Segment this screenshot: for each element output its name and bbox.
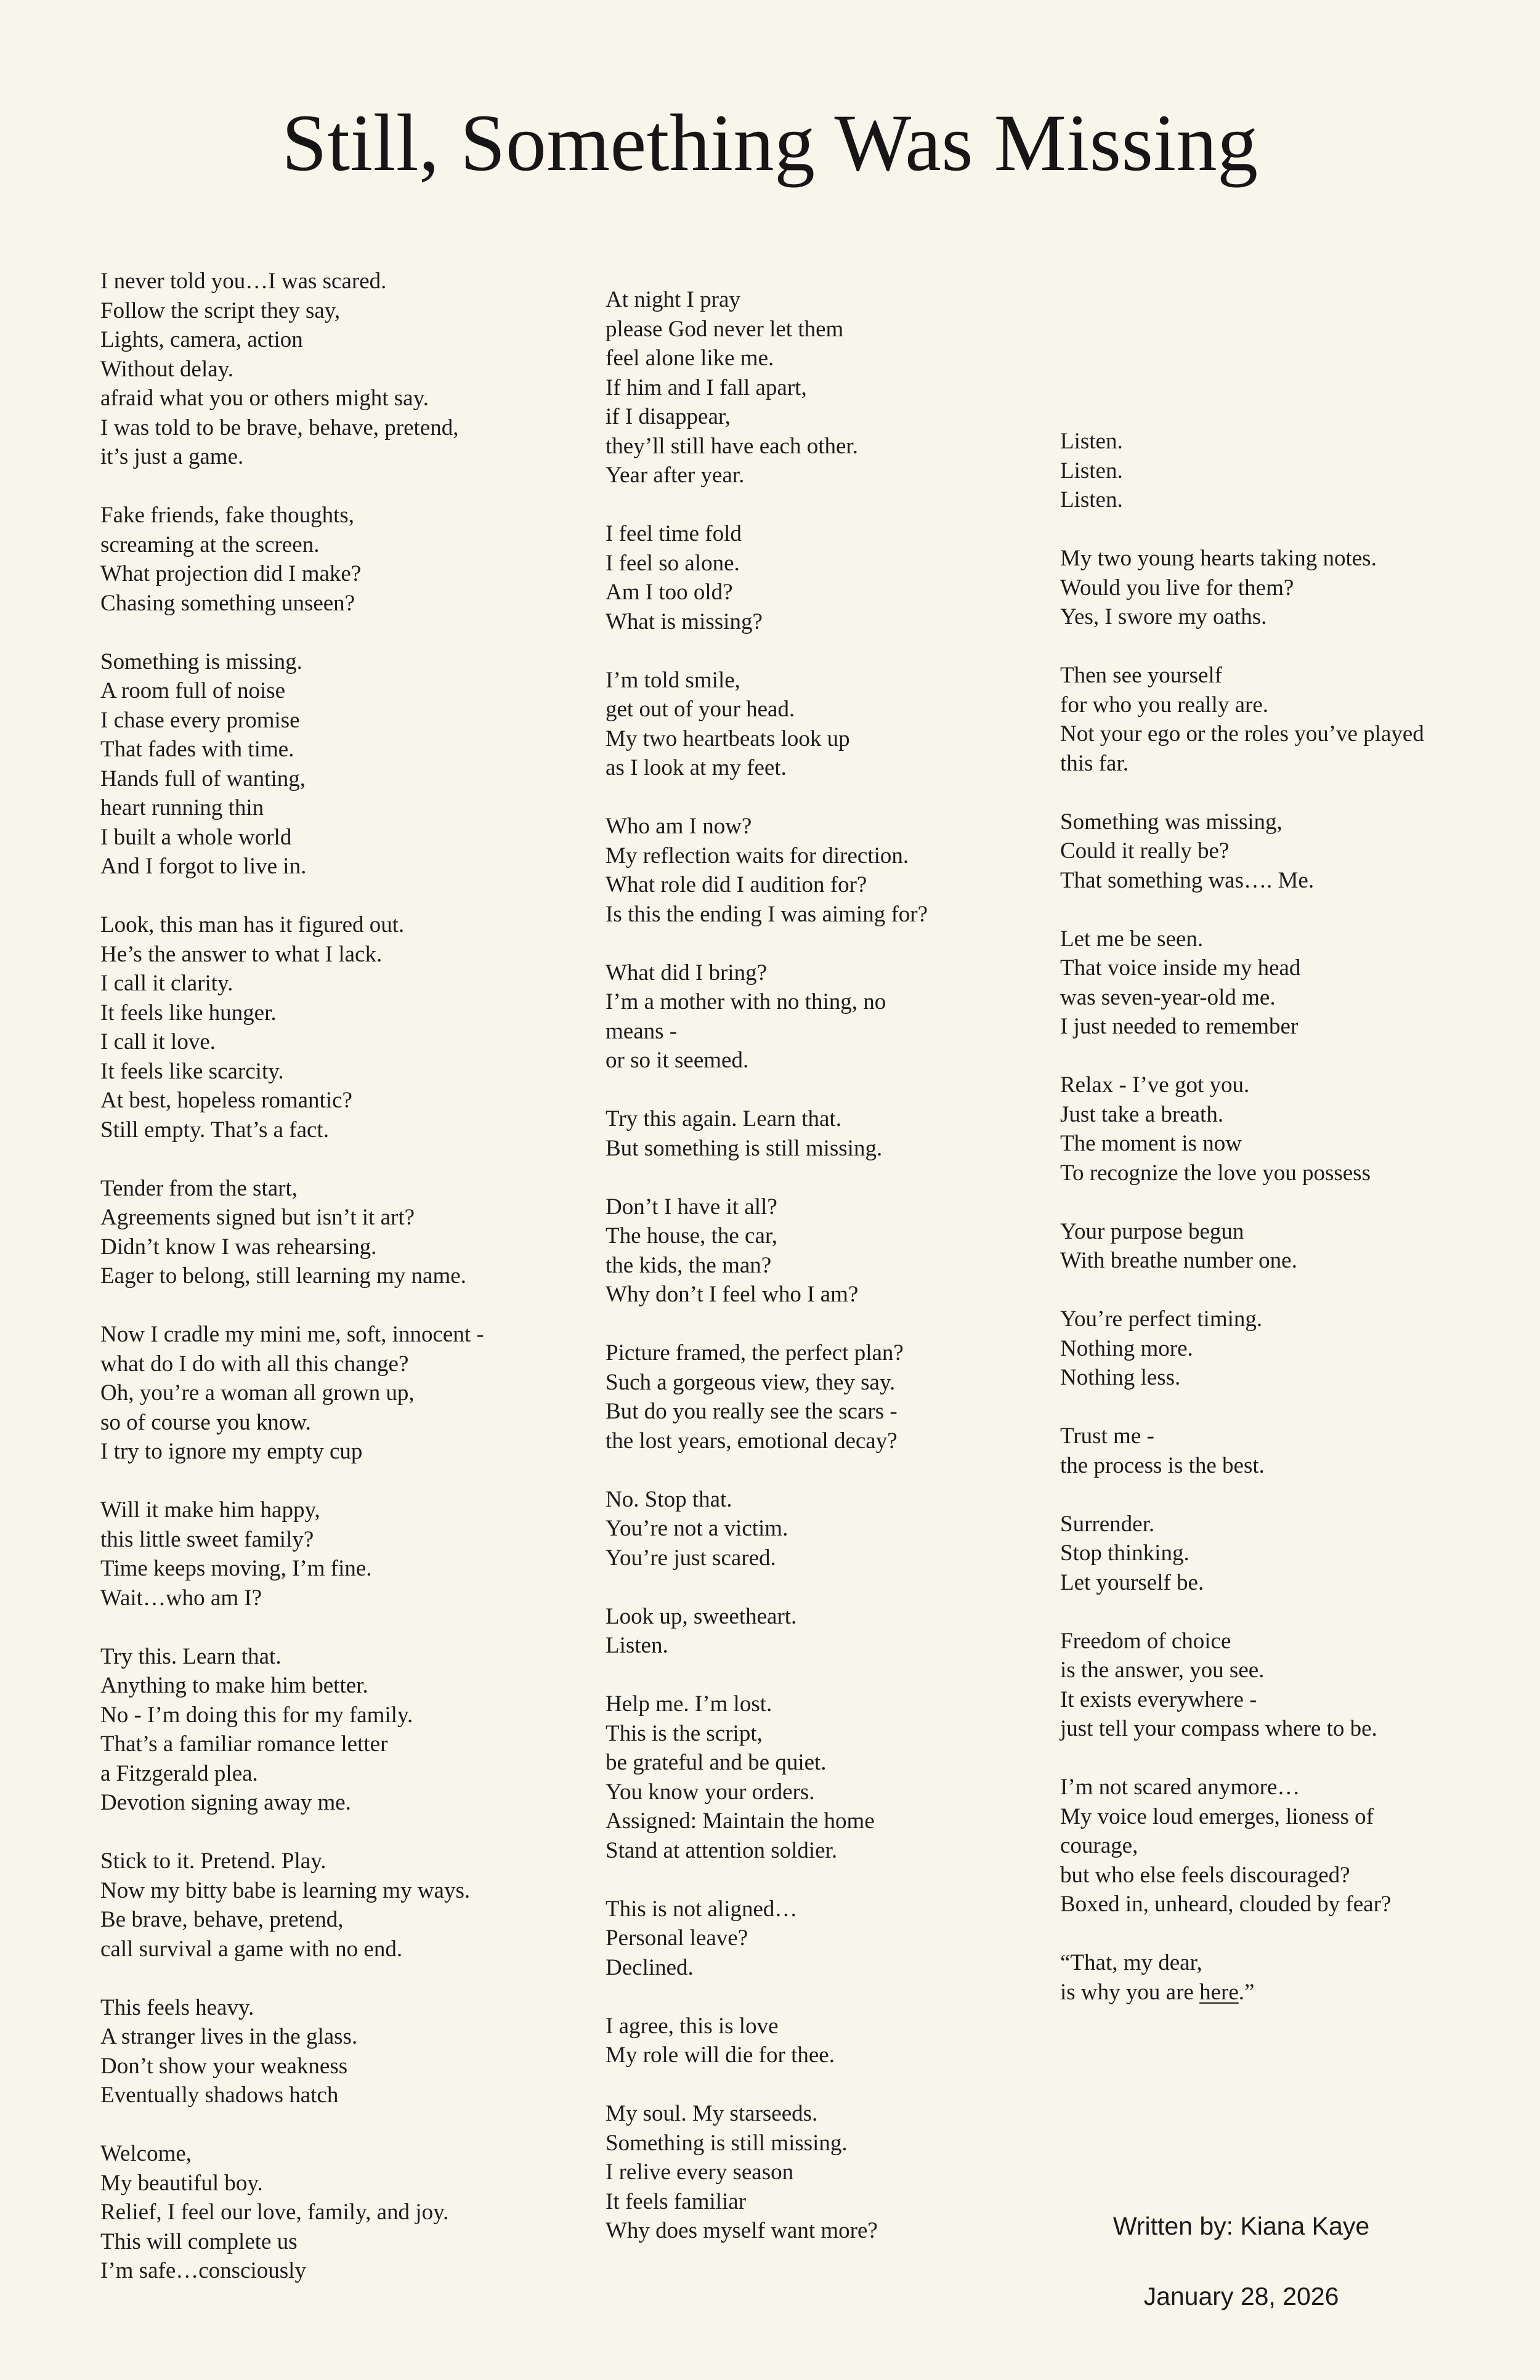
poem-line: get out of your head. (606, 697, 795, 722)
stanza (1060, 925, 1504, 1042)
poem-line: Surrender. (1060, 1511, 1155, 1537)
poem-line: it’s just a game. (100, 444, 244, 469)
closing-line-2-end: .” (1238, 1979, 1255, 2005)
poem-line: Time keeps moving, I’m fine. (100, 1556, 372, 1581)
stanza (1060, 661, 1504, 778)
stanza (606, 1690, 987, 1865)
poem-line: That voice inside my head (1060, 955, 1301, 981)
poem-line: What did I bring? (606, 960, 767, 986)
poem-line: I built a whole world (100, 824, 292, 850)
poem-line: Something is missing. (100, 649, 302, 674)
poem-line: Wait…who am I? (100, 1585, 262, 1611)
stanza (606, 1895, 987, 1983)
poem-line: That something was…. Me. (1060, 867, 1315, 893)
poem-line: they’ll still have each other. (606, 433, 858, 459)
stanza (100, 1320, 532, 1467)
poem-line: Eventually shadows hatch (100, 2082, 339, 2108)
poem-line: It feels familiar (606, 2188, 747, 2214)
poem-line: courage, (1060, 1833, 1138, 1858)
stanza (100, 267, 532, 472)
poem-line: Freedom of choice (1060, 1628, 1231, 1654)
poem-line: means - (606, 1018, 678, 1044)
poem-line: I’m told smile, (606, 667, 740, 693)
poem-line: Without delay. (100, 356, 234, 382)
poem-line: as I look at my feet. (606, 755, 787, 780)
poem-line: To recognize the love you possess (1060, 1160, 1371, 1186)
poem-line: What projection did I make? (100, 561, 362, 586)
stanza (100, 2139, 532, 2286)
poem-line: This will complete us (100, 2228, 298, 2254)
poem-line: was seven-year-old me. (1060, 984, 1276, 1010)
stanza (606, 666, 987, 783)
closing-line-1: “That, my dear, (1060, 1950, 1202, 1975)
stanza (1060, 1071, 1504, 1188)
poem-line: a Fitzgerald plea. (100, 1760, 258, 1786)
poem-line: I’m safe…consciously (100, 2258, 306, 2283)
poem-line: Oh, you’re a woman all grown up, (100, 1380, 415, 1406)
poem-line: My voice loud emerges, lioness of (1060, 1803, 1374, 1829)
poem-line: call survival a game with no end. (100, 1936, 403, 1962)
poem-line: if I disappear, (606, 404, 731, 429)
poem-line: This feels heavy. (100, 1994, 254, 2020)
poem-line: Nothing less. (1060, 1365, 1181, 1390)
poem-line: With breathe number one. (1060, 1248, 1297, 1273)
poem-line: this far. (1060, 750, 1129, 776)
poem-line: Anything to make him better. (100, 1673, 368, 1698)
poem-line: Chasing something unseen? (100, 590, 355, 616)
poem-line: afraid what you or others might say. (100, 386, 429, 411)
poem-line: Look up, sweetheart. (606, 1603, 797, 1629)
poem-line: for who you really are. (1060, 692, 1269, 718)
stanza (606, 958, 987, 1075)
poem-line: Who am I now? (606, 814, 752, 839)
poem-line: Help me. I’m lost. (606, 1691, 772, 1717)
stanza (100, 1642, 532, 1818)
stanza (1060, 1627, 1504, 1744)
poem-line: Then see yourself (1060, 663, 1223, 688)
poem-line: Don’t I have it all? (606, 1194, 777, 1220)
poem-line: My two heartbeats look up (606, 726, 850, 751)
poem-line: screaming at the screen. (100, 532, 320, 557)
poem-line: What is missing? (606, 609, 763, 634)
poem-line: Let yourself be. (1060, 1569, 1204, 1595)
poem-line: Now I cradle my mini me, soft, innocent - (100, 1322, 484, 1347)
stanza (606, 2012, 987, 2070)
poem-line: You’re not a victim. (606, 1516, 788, 1541)
poem-line: I never told you…I was scared. (100, 269, 387, 294)
poem-line: but who else feels discouraged? (1060, 1862, 1350, 1888)
stanza (1060, 1305, 1504, 1393)
stanza (606, 285, 987, 490)
poem-line: Tender from the start, (100, 1175, 298, 1201)
poem-line: I feel time fold (606, 521, 742, 546)
poem-line: Still empty. That’s a fact. (100, 1117, 329, 1143)
stanza (1060, 1422, 1504, 1480)
stanza (606, 2099, 987, 2246)
poem-line: Hands full of wanting, (100, 766, 306, 791)
poem-line: is the answer, you see. (1060, 1658, 1265, 1683)
poem-line: My two young hearts taking notes. (1060, 546, 1377, 571)
poem-line: Listen. (1060, 458, 1123, 484)
stanza (1060, 544, 1504, 632)
stanza (606, 1104, 987, 1163)
poem-line: My reflection waits for direction. (606, 843, 909, 868)
poem-line: Agreements signed but isn’t it art? (100, 1205, 415, 1230)
poem-line: Why don’t I feel who I am? (606, 1282, 859, 1307)
poem-line: Am I too old? (606, 580, 733, 605)
stanza (100, 501, 532, 618)
stanza (606, 1602, 987, 1661)
stanza (100, 1496, 532, 1613)
poem-line: Don’t show your weakness (100, 2053, 348, 2079)
stanza (606, 812, 987, 929)
poem-line: A stranger lives in the glass. (100, 2024, 358, 2049)
poem-line: Follow the script they say, (100, 298, 341, 323)
poem-line: Such a gorgeous view, they say. (606, 1369, 896, 1395)
stanza (100, 1847, 532, 1964)
poem-column-3 (1060, 427, 1504, 2036)
poem-line: My soul. My starseeds. (606, 2101, 818, 2126)
poem-title: Still, Something Was Missing (282, 97, 1258, 188)
stanza (100, 910, 532, 1144)
closing-line-2 (1060, 1978, 1504, 2007)
stanza (1060, 427, 1504, 515)
poem-line: The house, the car, (606, 1223, 777, 1249)
poem-line: Would you live for them? (1060, 575, 1294, 601)
poem-line: It feels like scarcity. (100, 1058, 284, 1084)
poem-line: Is this the ending I was aiming for? (606, 901, 928, 927)
poem-line: Look, this man has it figured out. (100, 912, 405, 937)
stanza (606, 1338, 987, 1455)
poem-line: Assigned: Maintain the home (606, 1808, 875, 1834)
poem-line: Listen. (1060, 429, 1123, 454)
poem-line: I agree, this is love (606, 2013, 779, 2039)
poem-line: Relax - I’ve got you. (1060, 1072, 1250, 1098)
poem-line: so of course you know. (100, 1409, 311, 1435)
poem-date: January 28, 2026 (1143, 2282, 1339, 2310)
poem-line: What role did I audition for? (606, 872, 867, 897)
closing-stanza (1060, 1948, 1504, 2007)
poem-line: Just take a breath. (1060, 1101, 1224, 1127)
poem-line: You know your orders. (606, 1779, 815, 1805)
author-signature: Written by: Kiana Kaye (1112, 2212, 1370, 2240)
poem-line: That’s a familiar romance letter (100, 1731, 388, 1757)
poem-line: You’re just scared. (606, 1545, 776, 1571)
poem-line: Could it really be? (1060, 838, 1230, 864)
poem-line: I chase every promise (100, 707, 300, 733)
poem-line: Boxed in, unheard, clouded by fear? (1060, 1892, 1392, 1917)
poem-line: Will it make him happy, (100, 1497, 320, 1523)
poem-line: He’s the answer to what I lack. (100, 941, 383, 967)
poem-line: But something is still missing. (606, 1135, 883, 1161)
poem-line: Something is still missing. (606, 2130, 848, 2156)
poem-line: Something was missing, (1060, 809, 1283, 835)
poem-line: Eager to belong, still learning my name. (100, 1263, 466, 1289)
poem-line: I just needed to remember (1060, 1014, 1299, 1039)
poem-line: the process is the best. (1060, 1452, 1265, 1478)
poem-line: Nothing more. (1060, 1335, 1193, 1361)
here-link[interactable]: here (1199, 1979, 1239, 2005)
poem-line: The moment is now (1060, 1131, 1242, 1156)
poem-line: Stand at attention soldier. (606, 1837, 838, 1863)
poem-line: My role will die for thee. (606, 2042, 835, 2068)
poem-line: Trust me - (1060, 1423, 1154, 1449)
poem-line: But do you really see the scars - (606, 1399, 898, 1424)
poem-line: That fades with time. (100, 737, 294, 762)
poem-line: Listen. (1060, 487, 1123, 512)
poem-line: Let me be seen. (1060, 926, 1204, 952)
poem-line: heart running thin (100, 795, 264, 820)
poem-line: Didn’t know I was rehearsing. (100, 1234, 377, 1260)
poem-column-1 (100, 267, 532, 2315)
poem-line: Relief, I feel our love, family, and joy. (100, 2200, 449, 2225)
poem-line: Now my bitty babe is learning my ways. (100, 1877, 471, 1903)
stanza (606, 1485, 987, 1573)
poem-line: At best, hopeless romantic? (100, 1088, 352, 1113)
stanza (1060, 1773, 1504, 1919)
poem-line: A room full of noise (100, 678, 286, 703)
poem-line: please God never let them (606, 316, 844, 342)
poem-line: Year after year. (606, 463, 745, 488)
poem-line: I call it love. (100, 1029, 216, 1054)
poem-line: feel alone like me. (606, 346, 774, 371)
stanza (1060, 1510, 1504, 1598)
poem-line: Personal leave? (606, 1925, 748, 1951)
closing-line-2-start: is why you are (1060, 1979, 1200, 2005)
poem-column-2 (606, 285, 987, 2275)
poem-line: Declined. (606, 1954, 694, 1980)
poem-line: Your purpose begun (1060, 1218, 1244, 1244)
poem-line: I feel so alone. (606, 550, 740, 576)
stanza (1060, 1217, 1504, 1276)
poem-line: I try to ignore my empty cup (100, 1439, 363, 1464)
poem-line: the lost years, emotional decay? (606, 1428, 898, 1454)
poem-line: I was told to be brave, behave, pretend, (100, 415, 459, 440)
poem-line: just tell your compass where to be. (1060, 1716, 1377, 1741)
stanza (606, 519, 987, 636)
poem-line: At night I pray (606, 287, 740, 312)
poem-line: Fake friends, fake thoughts, (100, 503, 355, 528)
poem-line: Devotion signing away me. (100, 1790, 351, 1815)
poem-line: Not your ego or the roles you’ve played (1060, 721, 1424, 747)
poem-line: what do I do with all this change? (100, 1351, 409, 1377)
poem-line: Lights, camera, action (100, 327, 303, 352)
poem-line: Try this. Learn that. (100, 1643, 282, 1669)
poem-line: this little sweet family? (100, 1526, 314, 1552)
poem-line: It feels like hunger. (100, 1000, 277, 1026)
poem-line: I’m a mother with no thing, no (606, 989, 886, 1014)
poem-line: Yes, I swore my oaths. (1060, 604, 1267, 629)
poem-line: Picture framed, the perfect plan? (606, 1340, 904, 1366)
stanza (1060, 808, 1504, 896)
stanza (100, 647, 532, 881)
poem-line: I relive every season (606, 2159, 794, 2185)
poem-line: Listen. (606, 1633, 668, 1658)
poem-line: Be brave, behave, pretend, (100, 1907, 344, 1932)
stanza (100, 1174, 532, 1291)
poem-line: You’re perfect timing. (1060, 1306, 1263, 1332)
poem-line: I’m not scared anymore… (1060, 1775, 1300, 1800)
poem-line: It exists everywhere - (1060, 1686, 1257, 1712)
stanza (606, 1192, 987, 1309)
poem-line: If him and I fall apart, (606, 374, 807, 400)
poem-line: Why does myself want more? (606, 2218, 878, 2243)
poem-line: I call it clarity. (100, 971, 233, 996)
poem-line: Try this again. Learn that. (606, 1106, 841, 1131)
poem-line: And I forgot to live in. (100, 854, 307, 879)
poem-line: the kids, the man? (606, 1252, 772, 1278)
stanza (100, 1993, 532, 2110)
poem-line: Stick to it. Pretend. Play. (100, 1848, 326, 1874)
poem-line: This is the script, (606, 1720, 763, 1746)
poem-line: or so it seemed. (606, 1048, 749, 1073)
poem-line: My beautiful boy. (100, 2170, 263, 2196)
poem-line: No - I’m doing this for my family. (100, 1702, 413, 1728)
poem-line: This is not aligned… (606, 1896, 798, 1922)
poem-line: be grateful and be quiet. (606, 1750, 827, 1775)
poem-line: Stop thinking. (1060, 1540, 1189, 1566)
poem-column-3-stanzas (1060, 427, 1504, 1919)
poem-line: Welcome, (100, 2141, 192, 2166)
poem-line: No. Stop that. (606, 1486, 732, 1512)
